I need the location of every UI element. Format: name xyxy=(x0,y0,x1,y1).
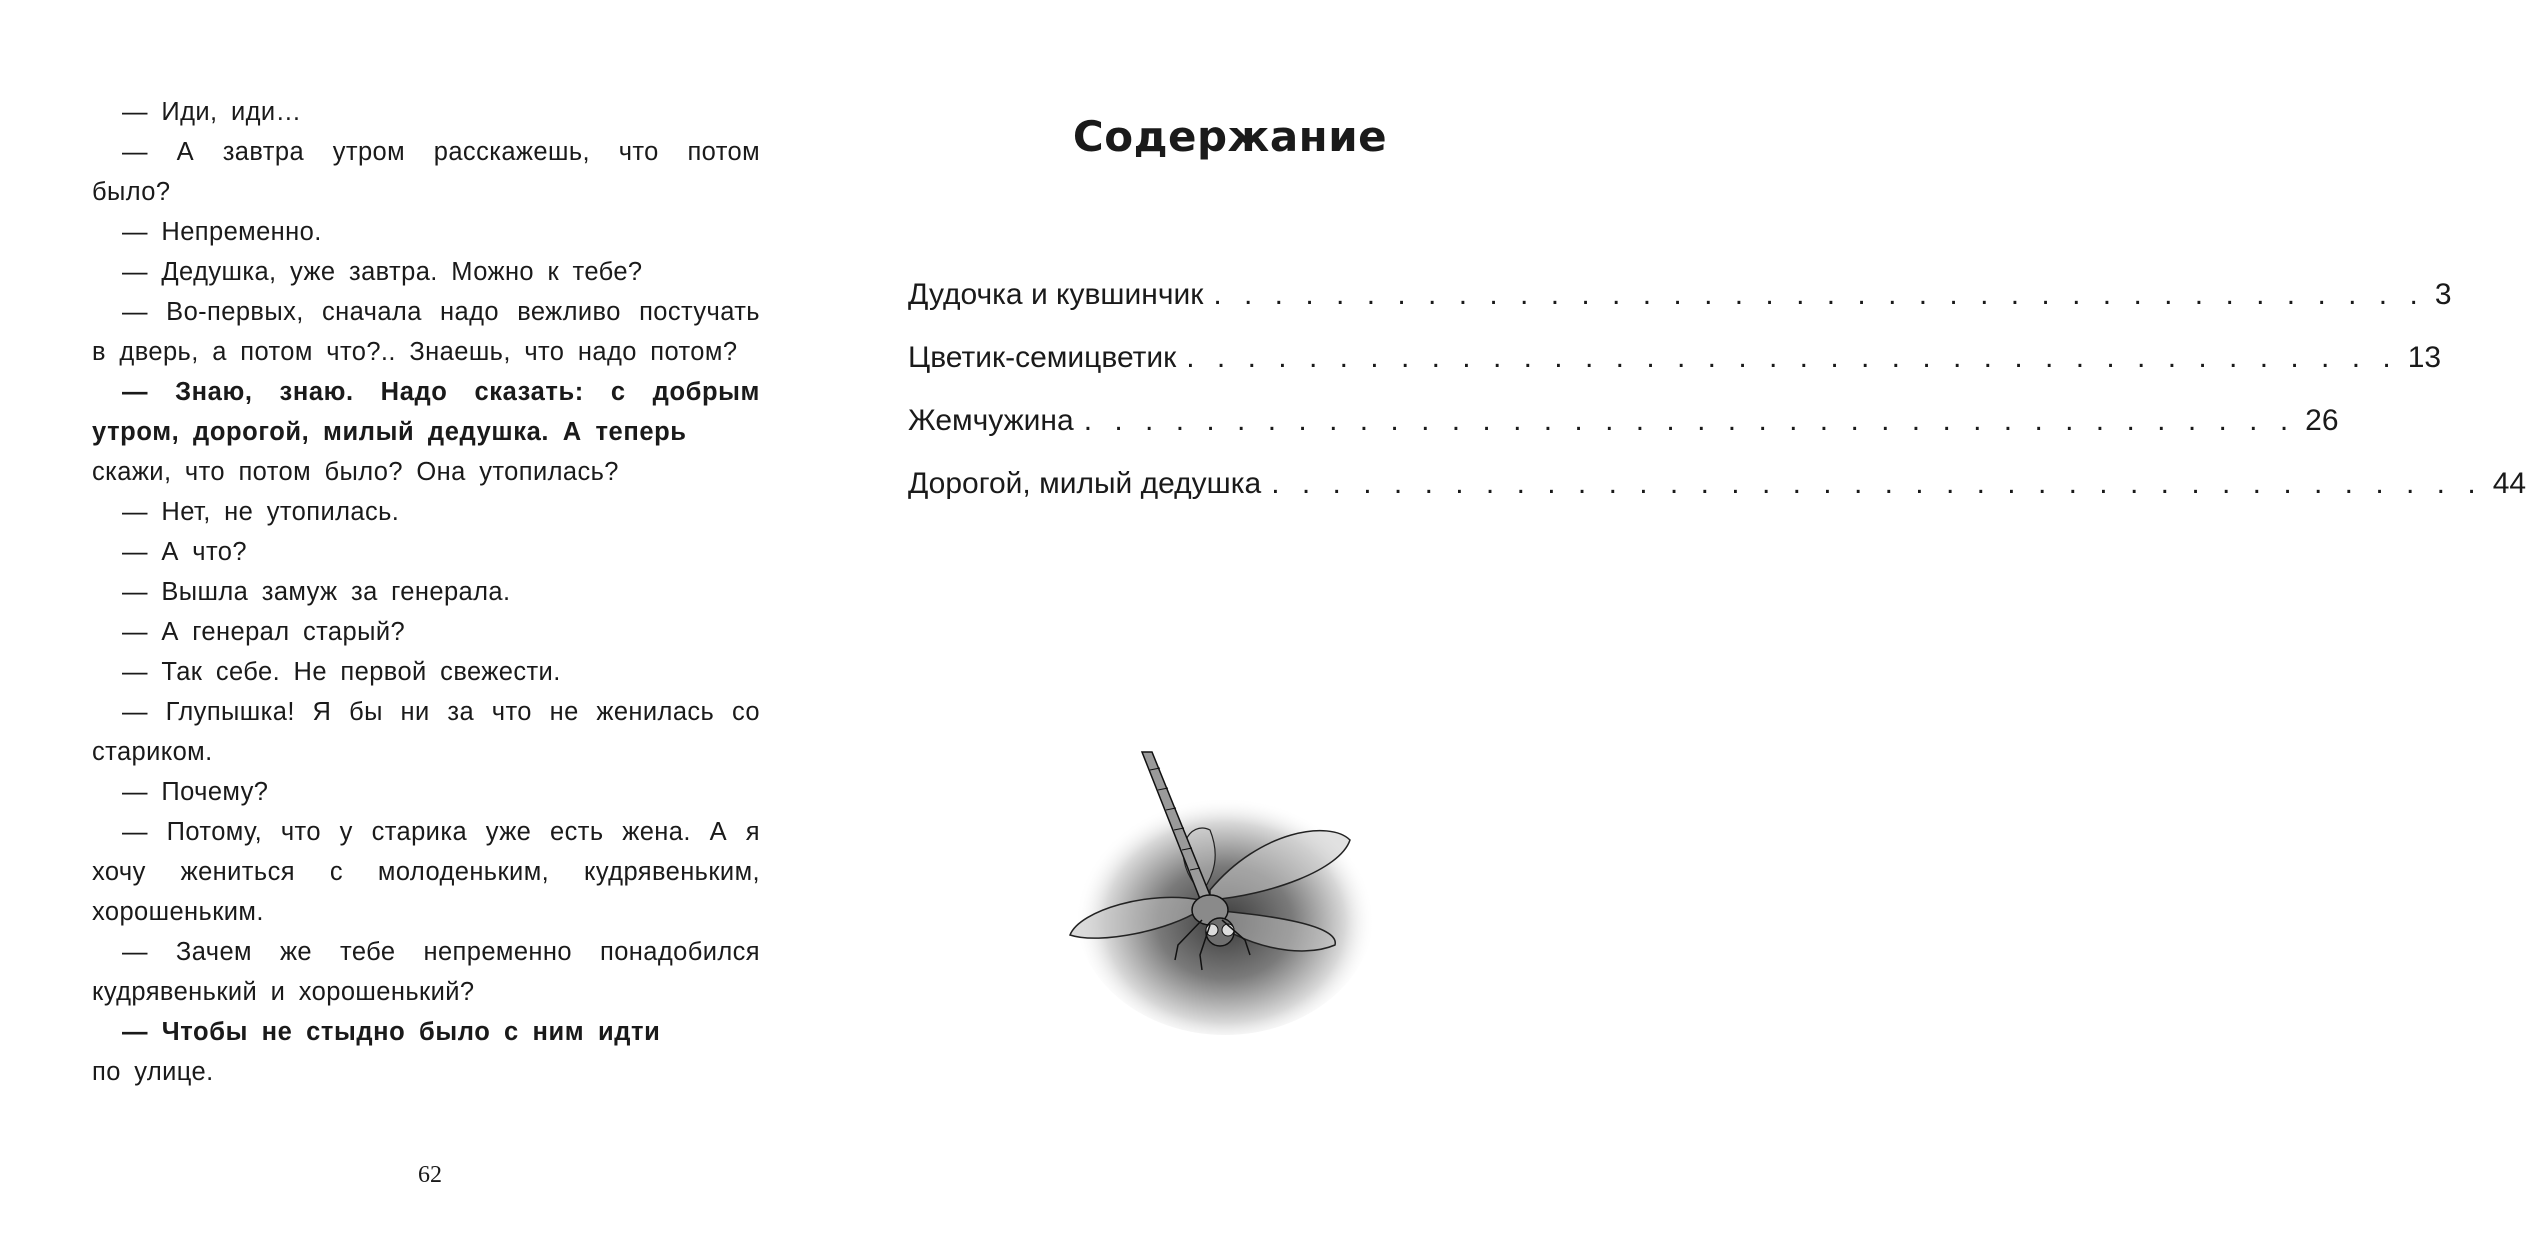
paragraph: — Нет, не утопилась. xyxy=(122,498,400,526)
paragraph: — А завтра утром расскажешь, что потом было? xyxy=(92,138,760,206)
toc-leader-dots: . . . . . . . . . . . . . . . . . . . . . . . . . . . . . . . . . . . . . . . . xyxy=(1083,404,2296,437)
toc-entry-label: Дорогой, милый дедушка xyxy=(908,467,1262,500)
paragraph: — Глупышка! Я бы ни за что не женилась со стариком. xyxy=(92,698,760,766)
paragraph: — Знаю, знаю. Надо сказать: с добрым утром, дорогой, милый дедушка. А теперь xyxy=(92,378,760,446)
toc-entry-page: 3 xyxy=(2434,278,2452,311)
paragraph: — Зачем же тебе непременно понадобился кудрявенький и хорошенький? xyxy=(92,938,760,1006)
paragraph: — Так себе. Не первой свежести. xyxy=(122,658,561,686)
toc-entry[interactable] xyxy=(908,341,2442,404)
table-of-contents xyxy=(908,278,2526,530)
paragraph: — А что? xyxy=(122,538,247,566)
paragraph: — Иди, иди… xyxy=(122,98,302,126)
toc-entry[interactable] xyxy=(908,278,2452,341)
page-number: 62 xyxy=(418,1162,442,1188)
toc-entry-page: 26 xyxy=(2305,404,2339,437)
toc-leader-dots: . . . . . . . . . . . . . . . . . . . . . . . . . . . . . . . . . . . . . . . . xyxy=(1186,341,2398,374)
toc-title: Содержание xyxy=(1072,112,1388,161)
paragraph: — Чтобы не стыдно было с ним идти xyxy=(122,1018,661,1046)
toc-entry-label: Жемчужина xyxy=(908,404,1074,437)
paragraph: — Непременно. xyxy=(122,218,322,246)
toc-entry-label: Дудочка и кувшинчик xyxy=(908,278,1204,311)
paragraph: — Вышла замуж за генерала. xyxy=(122,578,511,606)
toc-leader-dots: . . . . . . . . . . . . . . . . . . . . . . . . . . . . . . . . . . . . . . . . xyxy=(1213,278,2425,311)
paragraph: — Во-первых, сначала надо вежливо постучать в дверь, а потом что?.. Знаешь, что надо потом? xyxy=(92,298,760,366)
story-text-page xyxy=(92,92,760,1092)
dragonfly-illustration xyxy=(1060,760,1380,1045)
toc-entry-label: Цветик-семицветик xyxy=(908,341,1177,374)
toc-leader-dots: . . . . . . . . . . . . . . . . . . . . . . . . . . . . . . . . . . . . . . . . xyxy=(1271,467,2483,500)
paragraph: — Потому, что у старика уже есть жена. А я хочу жениться с молоденьким, кудрявеньким, хорошеньким. xyxy=(92,818,760,926)
toc-entry-page: 13 xyxy=(2407,341,2442,374)
paragraph: по улице. xyxy=(92,1058,214,1086)
toc-entry-page: 44 xyxy=(2492,467,2526,500)
toc-entry[interactable] xyxy=(908,404,2339,467)
paragraph: — Дедушка, уже завтра. Можно к тебе? xyxy=(122,258,643,286)
paragraph: — А генерал старый? xyxy=(122,618,406,646)
dragonfly-icon xyxy=(1060,760,1380,1040)
toc-entry[interactable] xyxy=(908,467,2526,530)
paragraph: скажи, что потом было? Она утопилась? xyxy=(92,458,619,486)
paragraph: — Почему? xyxy=(122,778,269,806)
